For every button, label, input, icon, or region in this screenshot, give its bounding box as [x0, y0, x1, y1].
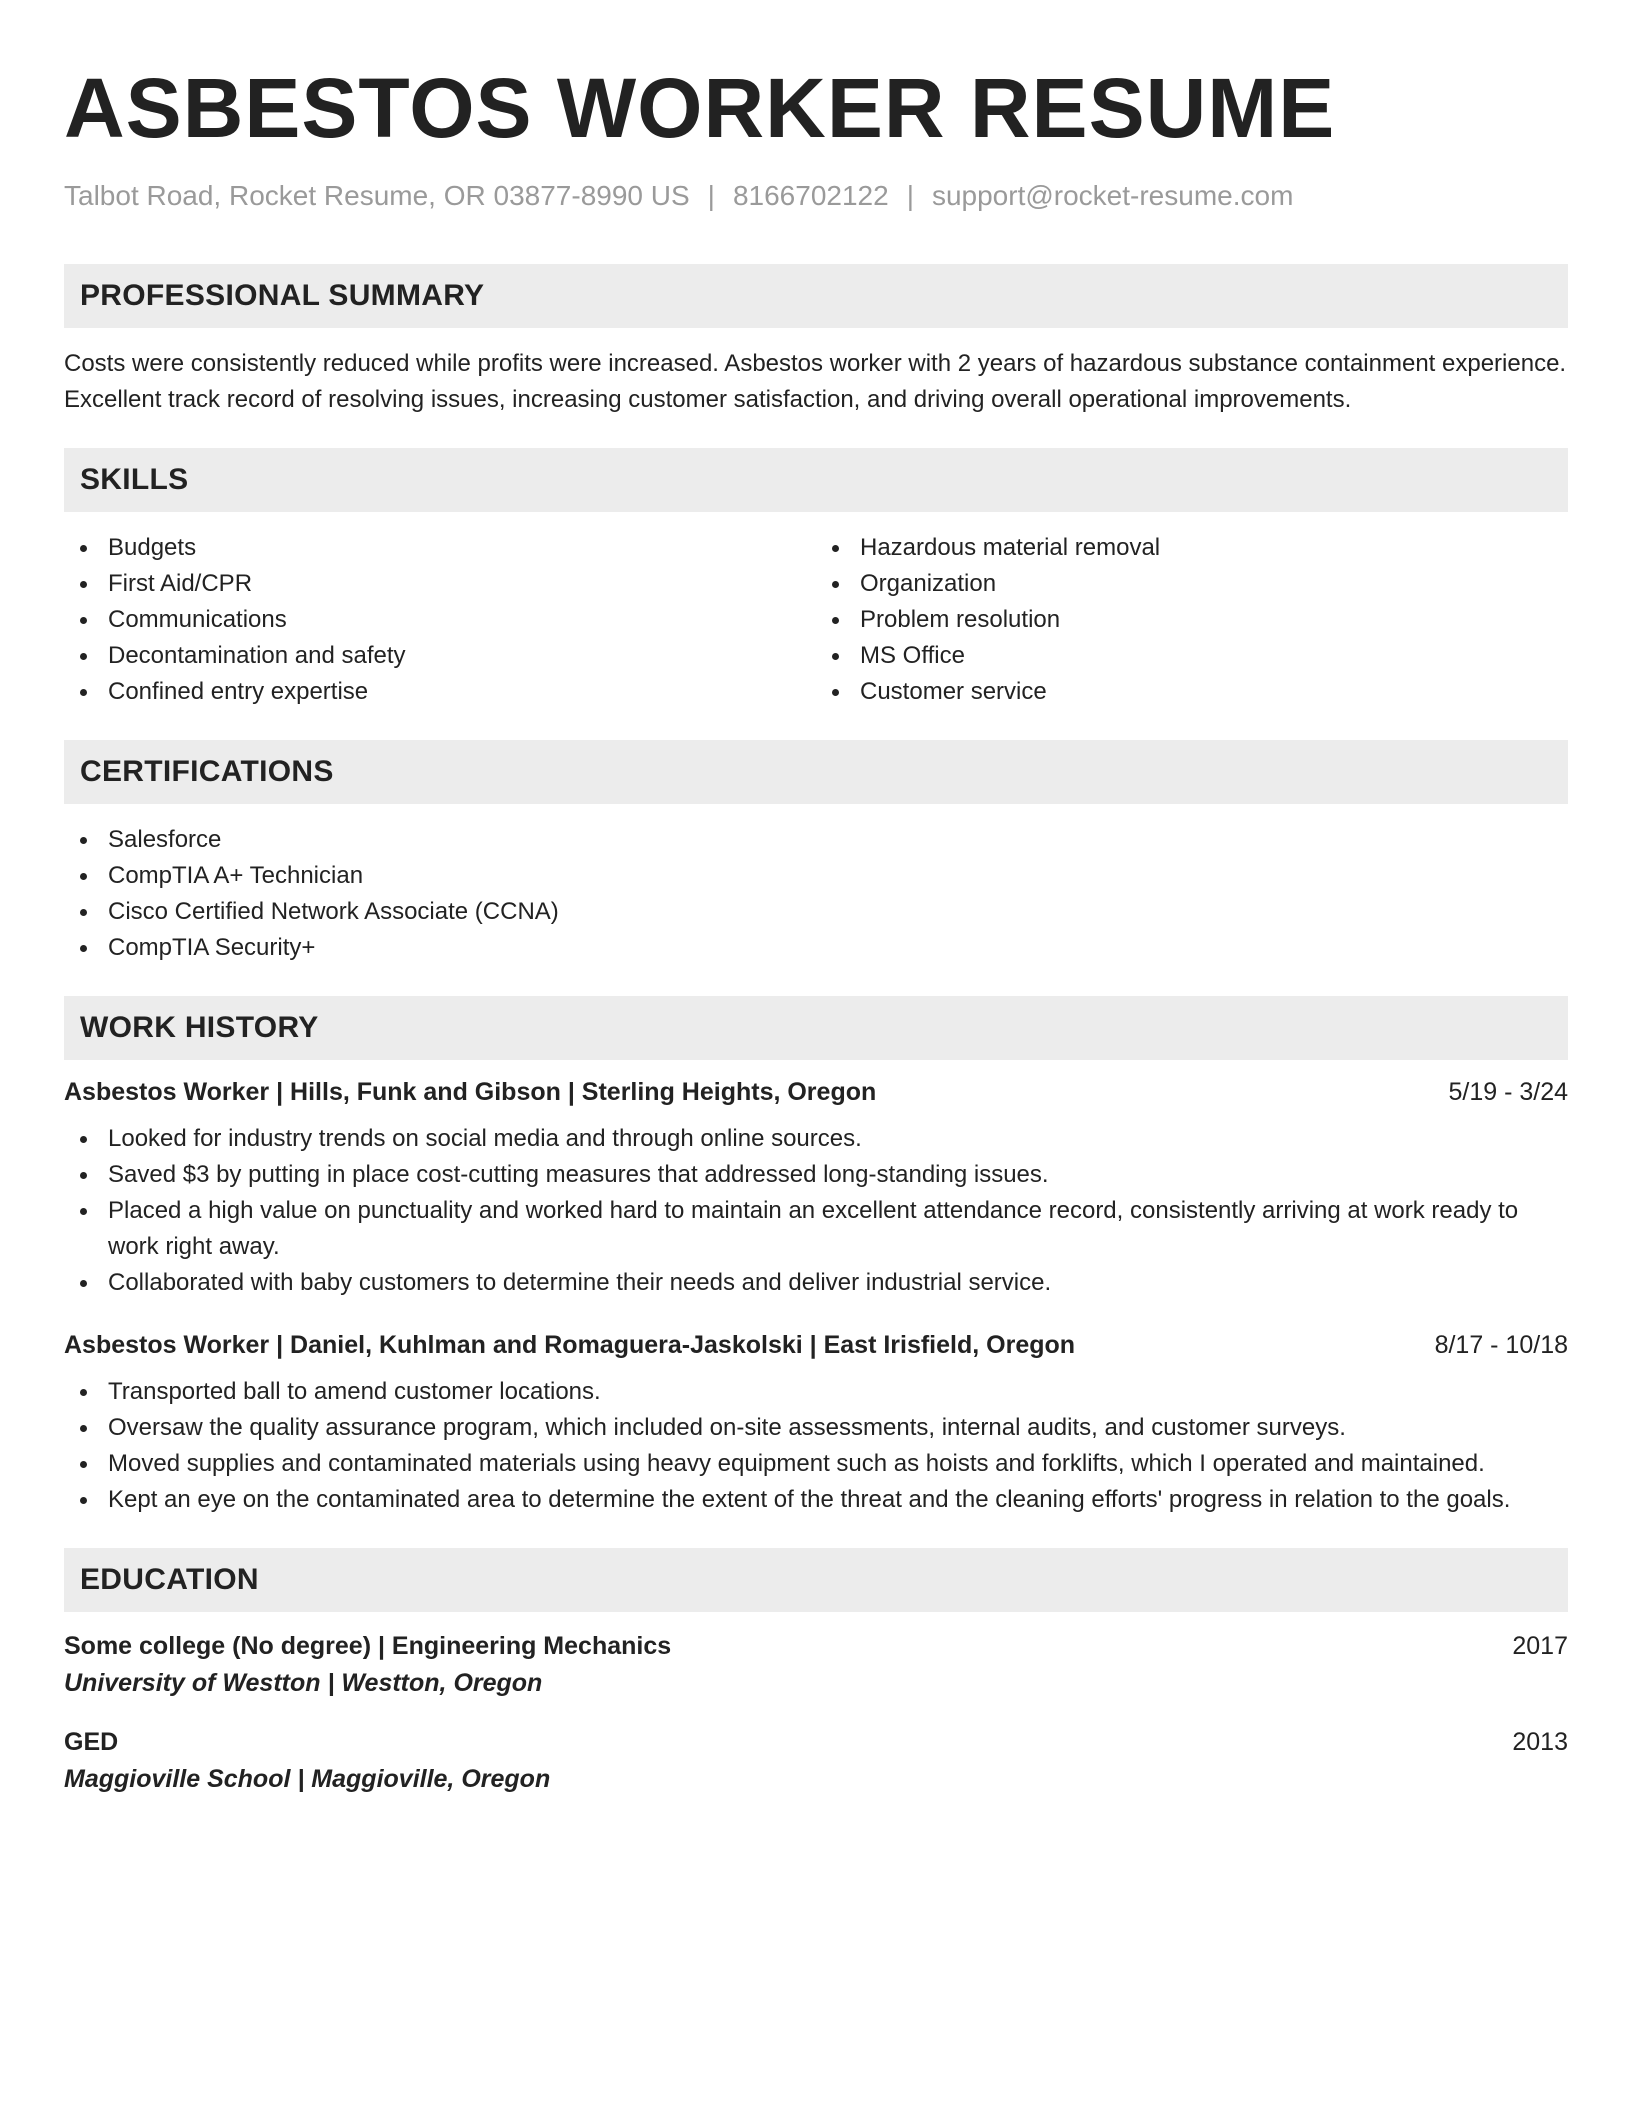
contact-separator: | [906, 180, 914, 211]
skill-item: MS Office [816, 638, 1568, 674]
job-dates: 5/19 - 3/24 [1448, 1078, 1568, 1106]
certification-item: Cisco Certified Network Associate (CCNA) [64, 894, 1568, 930]
job-entry [64, 1078, 1568, 1301]
education-degree: GED [64, 1728, 119, 1756]
skill-item: Organization [816, 566, 1568, 602]
work-history-heading: WORK HISTORY [64, 996, 1568, 1060]
certification-item: Salesforce [64, 822, 1568, 858]
certifications-heading: CERTIFICATIONS [64, 740, 1568, 804]
contact-phone: 8166702122 [732, 180, 889, 211]
skills-heading: SKILLS [64, 448, 1568, 512]
job-bullets [64, 1374, 1568, 1518]
skill-item: Problem resolution [816, 602, 1568, 638]
job-bullets [64, 1121, 1568, 1301]
education-heading: EDUCATION [64, 1548, 1568, 1612]
skill-item: Communications [64, 602, 816, 638]
skill-item: Hazardous material removal [816, 530, 1568, 566]
job-bullet: Collaborated with baby customers to determine their needs and deliver industrial service. [64, 1265, 1568, 1301]
job-entry [64, 1331, 1568, 1518]
skills-section [64, 448, 1568, 710]
education-header [64, 1728, 1568, 1757]
certification-item: CompTIA Security+ [64, 930, 1568, 966]
education-school: University of Westton | Westton, Oregon [64, 1669, 543, 1697]
skill-item: Decontamination and safety [64, 638, 816, 674]
job-title: Asbestos Worker | Daniel, Kuhlman and Romaguera-Jaskolski | East Irisfield, Oregon [64, 1331, 1076, 1359]
job-dates: 8/17 - 10/18 [1434, 1331, 1568, 1359]
job-bullet: Moved supplies and contaminated materials using heavy equipment such as hoists and forklifts, which I operated and maintained. [64, 1446, 1568, 1482]
skills-list-right [816, 530, 1568, 710]
summary-heading: PROFESSIONAL SUMMARY [64, 264, 1568, 328]
skills-list-left [64, 530, 816, 710]
certification-item: CompTIA A+ Technician [64, 858, 1568, 894]
resume-title: ASBESTOS WORKER RESUME [64, 61, 1336, 155]
skills-grid [64, 512, 1568, 710]
skill-item: Customer service [816, 674, 1568, 710]
education-header [64, 1632, 1568, 1661]
education-degree: Some college (No degree) | Engineering Mechanics [64, 1632, 672, 1660]
job-header [64, 1078, 1568, 1107]
skill-item: Budgets [64, 530, 816, 566]
contact-line [64, 180, 1568, 212]
job-bullet: Looked for industry trends on social media and through online sources. [64, 1121, 1568, 1157]
job-bullet: Oversaw the quality assurance program, which included on-site assessments, internal audits, and customer surveys. [64, 1410, 1568, 1446]
skill-item: First Aid/CPR [64, 566, 816, 602]
job-bullet: Kept an eye on the contaminated area to determine the extent of the threat and the cleaning efforts' progress in relation to the goals. [64, 1482, 1568, 1518]
education-section [64, 1548, 1568, 1794]
job-bullet: Transported ball to amend customer locations. [64, 1374, 1568, 1410]
summary-text: Costs were consistently reduced while profits were increased. Asbestos worker with 2 years of hazardous substance containment experience. Excellent track record of resolving issues, increasing customer satisfaction, and driving overall operational improvements. [64, 350, 1567, 413]
job-title: Asbestos Worker | Hills, Funk and Gibson | Sterling Heights, Oregon [64, 1078, 877, 1106]
contact-address: Talbot Road, Rocket Resume, OR 03877-8990 US [64, 180, 690, 211]
job-bullet: Saved $3 by putting in place cost-cutting measures that addressed long-standing issues. [64, 1157, 1568, 1193]
education-year: 2017 [1512, 1632, 1568, 1660]
education-year: 2013 [1512, 1728, 1568, 1756]
summary-section [64, 264, 1568, 418]
certifications-list [64, 822, 1568, 966]
certifications-section [64, 740, 1568, 966]
work-history-section [64, 996, 1568, 1518]
education-entry [64, 1728, 1568, 1794]
education-entry [64, 1632, 1568, 1698]
skill-item: Confined entry expertise [64, 674, 816, 710]
job-header [64, 1331, 1568, 1360]
contact-separator: | [707, 180, 715, 211]
job-bullet: Placed a high value on punctuality and worked hard to maintain an excellent attendance record, consistently arriving at work ready to work right away. [64, 1193, 1568, 1265]
education-school: Maggioville School | Maggioville, Oregon [64, 1765, 551, 1793]
contact-email: support@rocket-resume.com [931, 180, 1294, 211]
